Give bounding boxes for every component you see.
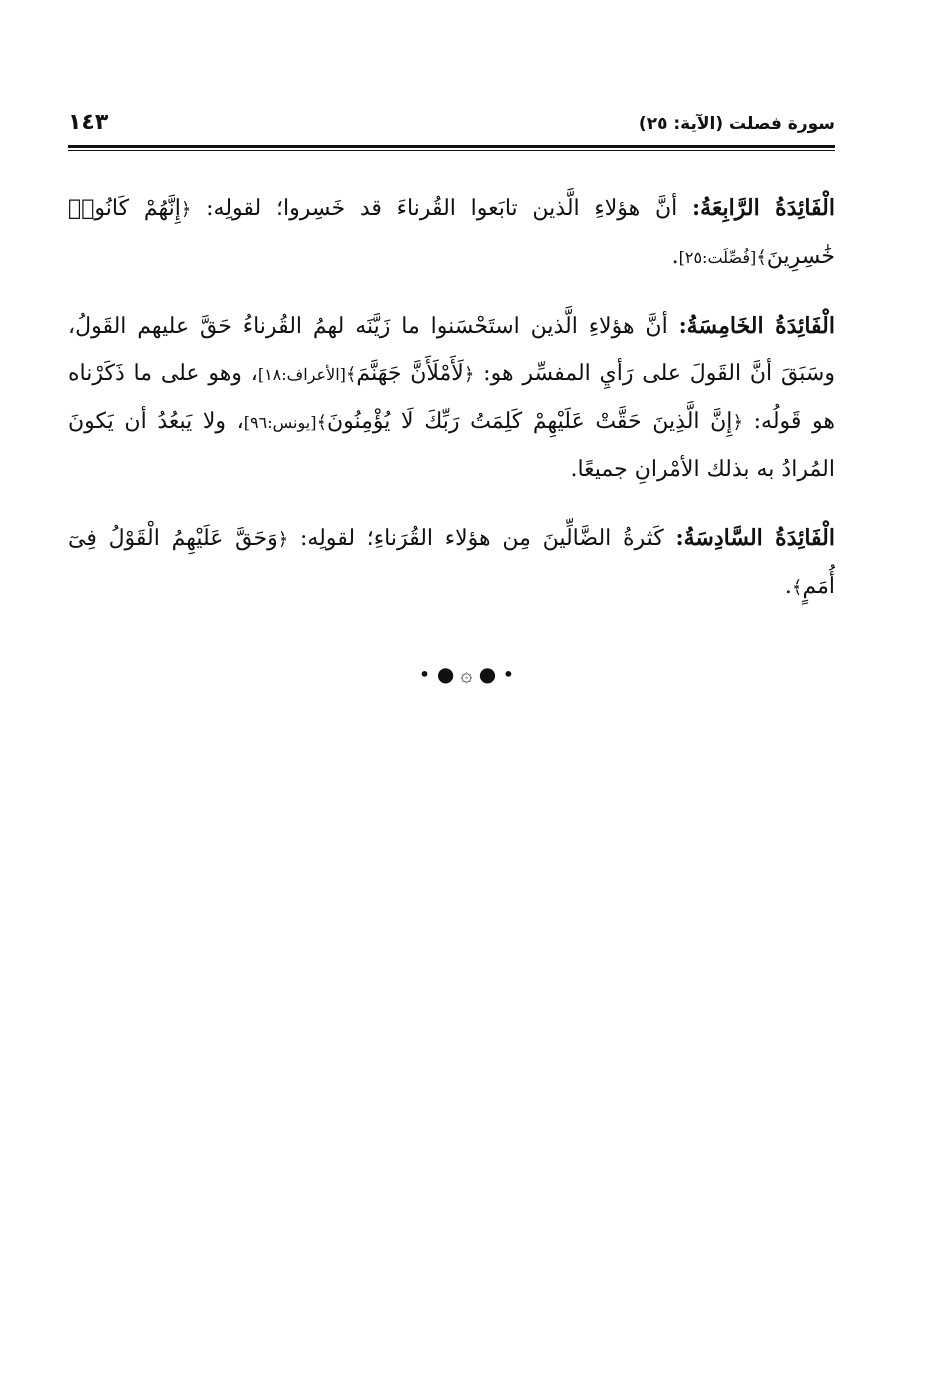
quran-quote: وَحَقَّ عَلَيْهِمُ الْقَوْلُ فِىٓ أُمَمٍ [68, 526, 835, 599]
quran-open-bracket: ﴿ [463, 364, 475, 385]
section-divider-ornament: • ● ۞ ● • [418, 662, 515, 686]
quran-open-bracket: ﴿ [180, 199, 192, 220]
paragraph-fourth-benefit [68, 185, 835, 281]
verse-reference-2: [يونس:٩٦] [243, 413, 317, 432]
paragraph-text: أنَّ هؤلاءِ الَّذين استَحْسَنوا ما زَيَّنَه لهمُ القُرناءُ حَقَّ عليهم القَولُ، وسَبَقَ أنَّ القَولَ على رَأيِ المفسِّر هو: [68, 314, 835, 386]
paragraph-heading: الْفَائِدَةُ الرَّابِعَةُ: [692, 195, 835, 221]
quran-quote: لَأَمْلَأَنَّ جَهَنَّمَ [356, 361, 464, 386]
paragraph-fifth-benefit [68, 303, 835, 493]
verse-reference: [فُصِّلَت:٢٥] [678, 248, 757, 267]
paragraph-text: كَثرةُ الضَّالِّينَ مِن هؤلاء القُرَناءِ؛ لقولِه: [288, 526, 676, 551]
paragraph-text-end: . [784, 574, 792, 599]
running-title: سورة فصلت (الآية: ٢٥) [638, 114, 835, 134]
page-header [68, 108, 835, 144]
paragraph-text-end: . [671, 244, 679, 269]
quran-close-bracket: ﴾ [345, 364, 357, 385]
verse-reference: [الأعراف:١٨] [257, 365, 346, 384]
quran-quote-2: إِنَّ الَّذِينَ حَقَّتْ عَلَيْهِمْ كَلِمَتُ رَبِّكَ لَا يُؤْمِنُونَ [326, 409, 733, 434]
quran-close-bracket: ﴾ [791, 577, 803, 598]
quran-close-bracket: ﴾ [756, 247, 767, 268]
page-number: ١٤٣ [68, 110, 109, 135]
paragraph-text: أنَّ هؤلاءِ الَّذين تابَعوا القُرناءَ قد خَسِروا؛ لقولِه: [191, 196, 693, 221]
header-rule [68, 145, 835, 148]
paragraph-text-end: ، ولا يَبعُدُ أن يَكونَ المُرادُ به بذلك الأمْرانِ جميعًا. [68, 409, 835, 482]
paragraph-heading: الْفَائِدَةُ السَّادِسَةُ: [675, 525, 836, 551]
paragraph-sixth-benefit [68, 515, 835, 611]
page-body [68, 185, 835, 633]
quran-close-bracket-2: ﴾ [316, 412, 327, 433]
quran-open-bracket-2: ﴿ [732, 412, 743, 433]
quran-open-bracket: ﴿ [277, 529, 289, 550]
paragraph-text-middle: ، وهو على ما ذَكَرْناه هو قَولُه: [68, 361, 836, 434]
quran-quote: إِنَّهُمْ كَانُوا۟ خَٰسِرِينَ [68, 196, 835, 269]
paragraph-heading: الْفَائِدَةُ الخَامِسَةُ: [678, 313, 835, 339]
